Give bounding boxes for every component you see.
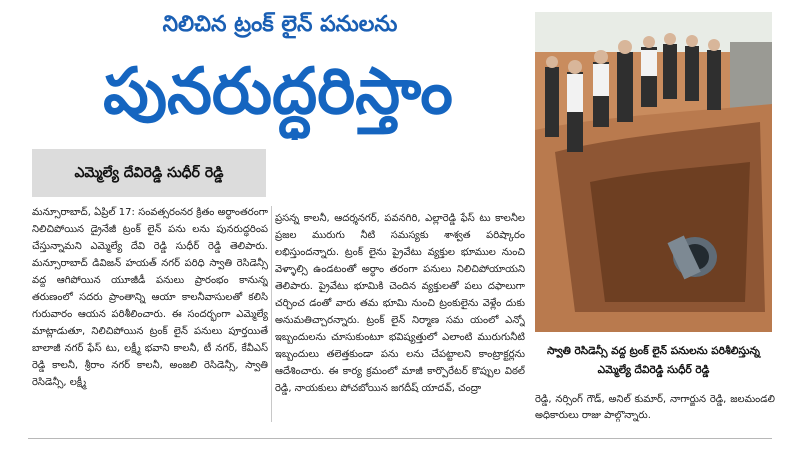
article-body-continuation: [535, 392, 775, 424]
article-kicker: నిలిచిన ట్రంక్ లైన్ పనులను: [162, 12, 398, 37]
news-photo: [535, 12, 772, 332]
column-divider: [271, 206, 272, 422]
article-headline: పునరుద్ధరిస్తాం: [103, 55, 453, 129]
article-byline: ఎమ్మెల్యే దేవిరెడ్డి సుధీర్ రెడ్డి: [32, 149, 266, 197]
article-body-middle-text: ప్రసన్న కాలనీ, ఆదర్శనగర్, పవనగిరి, ఎల్లారెడ్డి ఫేస్ టు కాలనీల ప్రజల మురుగు నీటి సమస్యకు శాశ్వత పరిష్కారం లభిస్తుందన్నారు. ట్రంక్ లైను ప్రైవేటు వ్యక్తుల భూముల నుంచి వెళ్ళాల్సి ఉండటంతో అర్ధాం తరంగా పనులు నిలిచిపోయాయని తెలిపారు. ప్రైవేటు భూమికి చెందిన వ్యక్తులతో పలు దఫాలుగా చర్చించ డంతో వారు తమ భూమి నుంచి ట్రంకులైను వెళ్లేం దుకు అనుమతిచ్చారన్నారు. ట్రంక్ లైన్ నిర్మాణ సమ యంలో ఎన్నో ఇబ్బందులను చూసుకుంటూ భవిష్యత్తులో ఎలాంటి మురుగునీటి ఇబ్బందులు తలెత్తకుండా పను లను చేపట్టాలని కాంట్రాక్టర్లను ఆదేశించారు. ఈ కార్య క్రమంలో మాజీ కార్పొరేటర్ కొప్పుల విఠల్ రెడ్డి, నాయకులు పోచబోయిన జగదీష్ యాదవ్, చంద్రా: [275, 213, 525, 394]
article-body-left-text: మన్సూరాబాద్, ఏప్రిల్ 17: సంవత్సరంనర క్రితం అర్ధాంతరంగా నిలిచిపోయిన డ్రైనేజీ ట్రంక్ లైన్ పను లను పునరుద్ధరింప చేస్తున్నామని ఎమ్మెల్యే దేవి రెడ్డి సుధీర్ రెడ్డి తెలిపారు. మన్సూరాబాద్ డివిజన్ హయత్ నగర్ పరిధి స్వాతి రెసిడెన్సీ వద్ద ఆగిపోయిన యూజీడీ పనులు ప్రారంభం కానున్న తరుణంలో సదరు ప్రాంతాన్ని ఆయా కాలనీవాసులతో కలిసి గురువారం ఆయన పరిశీలించారు. ఈ సందర్భంగా ఎమ్మెల్యే మాట్లాడుతూ, నిలిచిపోయిన ట్రంక్ లైన్ పనులు పూర్తయితే బాలాజీ నగర్ ఫేస్ టు, లక్ష్మీ భవాని కాలనీ, టీ నగర్, కేవీఎస్ రెడ్డి కాలనీ, శ్రీరాం నగర్ కాలనీ, అంజలి రెసిడెన్సీ, స్వాతి రెసిడెన్సీ, లక్ష్మీ: [32, 207, 268, 388]
article-body-tail-text: రెడ్డి, నర్సింగ్ గౌడ్, అనిల్ కుమార్, నాగార్జున రెడ్డి, జలమండలి అధికారులు రాజు పాల్గొన్నారు.: [535, 394, 775, 421]
trench-scene-illustration: [535, 12, 772, 332]
photo-caption: స్వాతి రెసిడెన్సీ వద్ద ట్రంక్ లైన్ పనులను పరిశీలిస్తున్న ఎమ్మెల్యే దేవిరెడ్డి సుధీర్ రెడ్డి: [547, 345, 760, 376]
footer-rule: [28, 438, 772, 439]
article-body-column-middle: [275, 210, 525, 424]
article-body-column-left: [32, 204, 268, 424]
